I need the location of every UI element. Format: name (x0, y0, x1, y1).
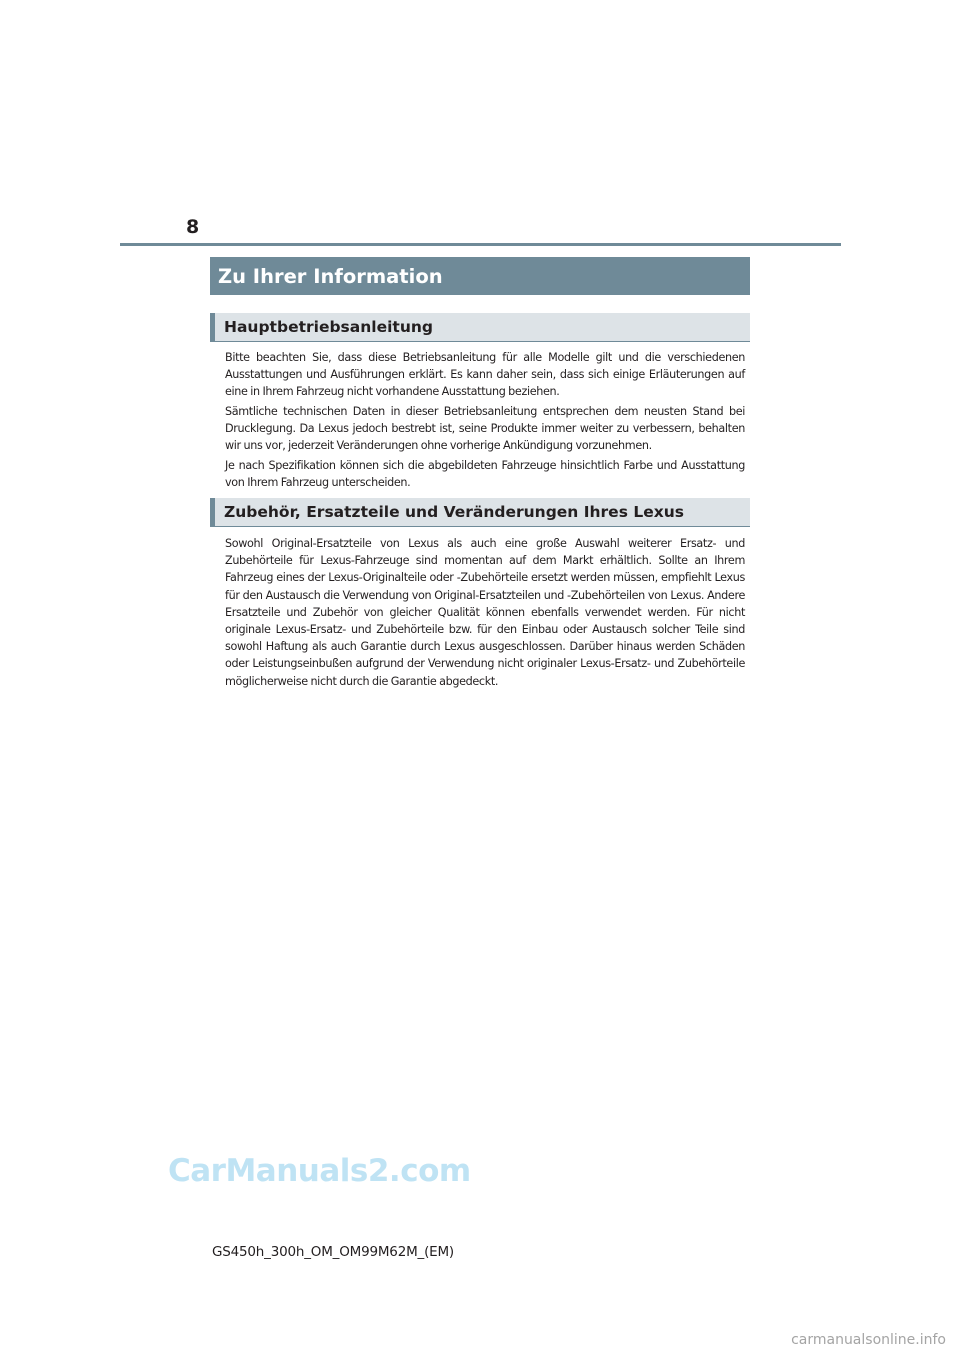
paragraph: Sämtliche technischen Daten in dieser Betriebsanleitung entsprechen dem neusten Stand bei Drucklegung. Da Lexus jedoch bestrebt ist, seine Produkte immer weiter zu verbessern, behalten wir uns vor, jederzeit Veränderungen ohne vorherige Ankündigung vorzunehmen. (225, 405, 745, 453)
page-number: 8 (186, 216, 200, 238)
section-heading-bar (210, 313, 750, 342)
watermark-logo: CarManuals2.com (168, 1153, 471, 1189)
document-code: GS450h_300h_OM_OM99M62M_(EM) (212, 1244, 454, 1260)
section-heading: Hauptbetriebsanleitung (224, 318, 433, 336)
chapter-title-bar (210, 257, 750, 295)
paragraph: Je nach Spezifikation können sich die abgebildeten Fahrzeuge hinsichtlich Farbe und Ausstattung von Ihrem Fahrzeug unterscheiden. (225, 459, 745, 490)
header-rule (120, 243, 841, 246)
section-heading-bar (210, 498, 750, 527)
paragraph: Bitte beachten Sie, dass diese Betriebsanleitung für alle Modelle gilt und die verschiedenen Ausstattungen und Ausführungen erklärt. Es kann daher sein, dass sich einige Erläuterungen auf eine in Ihrem Fahrzeug nicht vorhandene Ausstattung beziehen. (225, 351, 745, 399)
chapter-title: Zu Ihrer Information (218, 264, 443, 288)
section-heading: Zubehör, Ersatzteile und Veränderungen Ihres Lexus (224, 503, 684, 521)
paragraph: Sowohl Original-Ersatzteile von Lexus als auch eine große Auswahl weiterer Ersatz- und Zubehörteile für Lexus-Fahrzeuge sind momentan auf dem Markt erhältlich. Sollte an Ihrem Fahrzeug eines der Lexus-Originalteile oder -Zubehörteile ersetzt werden müssen, empfiehlt Lexus für den Austausch die Verwendung von Original-Ersatzteilen und -Zubehörteilen von Lexus. Andere Ersatzteile und Zubehör von gleicher Qualität können ebenfalls verwendet werden. Für nicht originale Lexus-Ersatz- und Zubehörteile bzw. für den Einbau oder Austausch solcher Teile sind sowohl Haftung als auch Garantie durch Lexus ausgeschlossen. Darüber hinaus werden Schäden oder Leistungseinbußen aufgrund der Verwendung nicht originaler Lexus-Ersatz- und Zubehörteile möglicherweise nicht durch die Garantie abgedeckt. (225, 537, 745, 688)
footer-site-link[interactable]: carmanualsonline.info (791, 1332, 946, 1348)
